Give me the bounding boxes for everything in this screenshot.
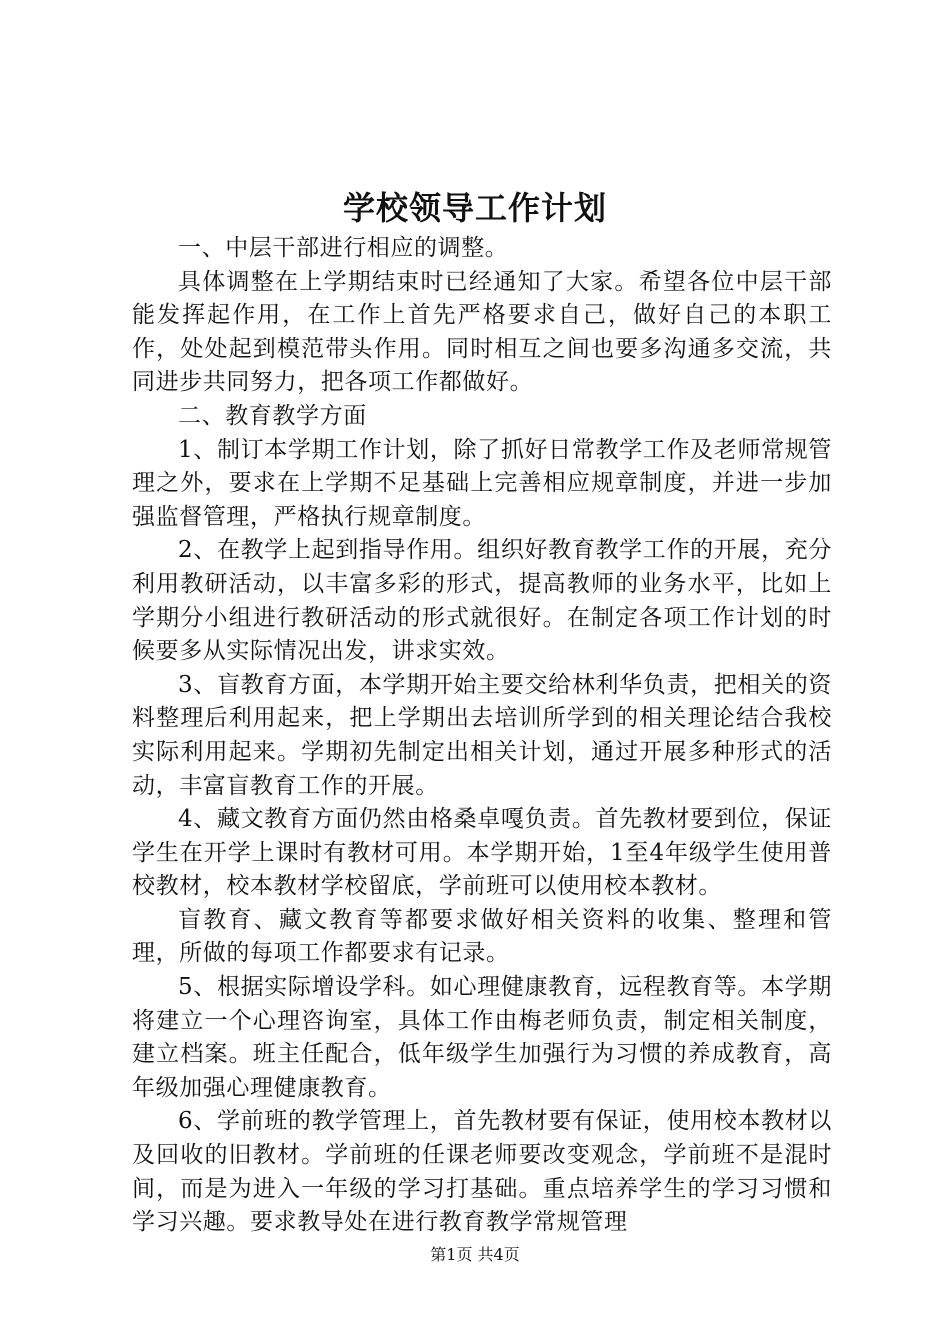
paragraph-item-4: 4、藏文教育方面仍然由格桑卓嘎负责。首先教材要到位，保证学生在开学上课时有教材可用。本学期开始，1至4年级学生使用普校教材，校本教材学校留底，学前班可以使用校本教材。 — [132, 806, 832, 900]
paragraph-item-5: 5、根据实际增设学科。如心理健康教育，远程教育等。本学期将建立一个心理咨询室，具体工作由梅老师负责，制定相关制度，建立档案。班主任配合，低年级学生加强行为习惯的养成教育，高年级加强心理健康教育。 — [132, 974, 832, 1101]
paragraph-item-6: 6、学前班的教学管理上，首先教材要有保证，使用校本教材以及回收的旧教材。学前班的任课老师要改变观念，学前班不是混时间，而是为进入一年级的学习打基础。重点培养学生的学习习惯和学习兴趣。要求教导处在进行教育教学常规管理 — [132, 1108, 832, 1236]
section-heading-1: 一、中层干部进行相应的调整。 — [178, 235, 509, 261]
document-body — [132, 232, 832, 1240]
paragraph-item-2: 2、在教学上起到指导作用。组织好教育教学工作的开展，充分利用教研活动，以丰富多彩的形式，提高教师的业务水平，比如上学期分小组进行教研活动的形式就很好。在制定各项工作计划的时候要多从实际情况出发，讲求实效。 — [132, 537, 832, 665]
page-number-footer: 第1页 共4页 — [430, 1245, 520, 1264]
document-title: 学校领导工作计划 — [342, 189, 607, 227]
section-heading-2: 二、教育教学方面 — [178, 402, 367, 429]
paragraph-item-3: 3、盲教育方面，本学期开始主要交给林利华负责，把相关的资料整理后利用起来，把上学期出去培训所学到的相关理论结合我校实际利用起来。学期初先制定出相关计划，通过开展多种形式的活动，丰富盲教育工作的开展。 — [132, 671, 832, 799]
paragraph-records-note: 盲教育、藏文教育等都要求做好相关资料的收集、整理和管理，所做的每项工作都要求有记录。 — [132, 906, 832, 967]
paragraph-cadre-adjustment: 具体调整在上学期结束时已经通知了大家。希望各位中层干部能发挥起作用，在工作上首先严格要求自己，做好自己的本职工作，处处起到模范带头作用。同时相互之间也要多沟通多交流，共同进步共同努力，把各项工作都做好。 — [132, 268, 832, 396]
paragraph-item-1: 1、制订本学期工作计划，除了抓好日常教学工作及老师常规管理之外，要求在上学期不足基础上完善相应规章制度，并进一步加强监督管理，严格执行规章制度。 — [132, 436, 832, 530]
